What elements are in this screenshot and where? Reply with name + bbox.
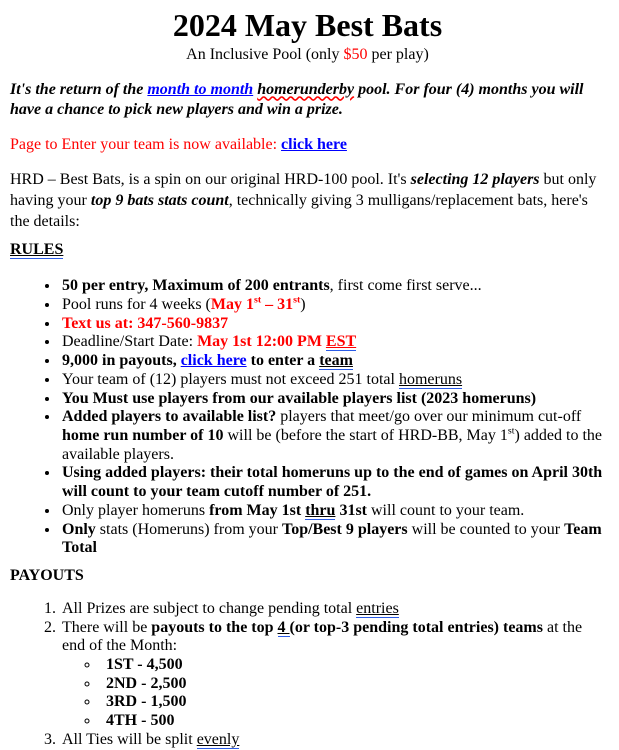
text-run: $50 [343, 45, 368, 63]
text-run: Top/Best 9 players [281, 520, 408, 538]
text-run: team [319, 352, 353, 370]
payout-item-prizes-change [60, 600, 605, 619]
text-run: thru [305, 501, 336, 519]
text-run: Pool runs for 4 weeks ( [62, 295, 211, 313]
text-run: May 1st 12:00 PM [197, 333, 326, 351]
text-run: 31st [335, 501, 367, 519]
text-run: There will be [62, 618, 152, 636]
click-here-payouts-link[interactable]: click here [180, 352, 247, 370]
month-to-month-link[interactable]: month to month [147, 80, 254, 98]
page-subtitle [10, 45, 605, 66]
text-run: Using added players: their total homeruns up to the end of games on April 30th will count to your team cutoff number of 251. [62, 464, 603, 501]
rule-item-payouts-enter [60, 352, 605, 371]
text-run: but only having your [10, 171, 597, 209]
text-run: evenly [196, 730, 240, 748]
text-run: Your team of (12) players must not exceed 251 total [62, 370, 399, 388]
rule-item-using-added [60, 464, 605, 501]
text-run: Deadline/Start Date: [62, 333, 198, 351]
enter-team-line [10, 135, 605, 156]
text-run: will be counted to your [407, 520, 565, 538]
text-run: – 31 [261, 295, 294, 313]
rules-heading-text: RULES [10, 241, 64, 259]
text-run: pool. For four (4) months you will have a chance to pick new players and win a prize. [10, 80, 584, 119]
description-paragraph [10, 170, 605, 232]
text-run: st [293, 294, 301, 306]
text-run: HRD – Best Bats, is a spin on our original HRD-100 pool. It's [10, 171, 411, 189]
text-run: Page to Enter your team is now available: [10, 136, 282, 154]
rule-item-pool-duration [60, 296, 605, 315]
text-run: May 1 [210, 295, 254, 313]
text-run: ) added to the available players. [62, 426, 603, 463]
rule-item-deadline [60, 333, 605, 352]
text-run: An Inclusive Pool (only [186, 45, 344, 63]
rules-heading [10, 240, 605, 261]
prize-item-1st: ◦ 1ST - 4,500 [100, 656, 605, 675]
text-run: It's the return of the [10, 80, 148, 98]
text-run: You Must use players from our available players list (2023 homeruns) [62, 389, 537, 407]
text-run: payouts to the top [151, 618, 278, 636]
text-run: (or top-3 pending total entries) teams [289, 618, 543, 636]
prize-item-2nd: ◦ 2ND - 2,500 [100, 675, 605, 694]
text-run: , first come first serve... [329, 277, 482, 295]
payout-item-top4-text [62, 619, 582, 655]
payout-item-ties [60, 731, 605, 750]
text-run: ) [300, 295, 306, 313]
rule-item-added-players [60, 408, 605, 464]
text-run: home run number of 10 [62, 426, 224, 444]
text-run: at the end of the Month: [62, 618, 583, 655]
text-run: 4 [277, 618, 290, 636]
text-run: 9,000 in payouts, [62, 352, 181, 370]
page-title: 2024 May Best Bats [172, 7, 443, 43]
text-run: top 9 bats stats count [90, 191, 229, 209]
text-run: per play) [367, 45, 429, 63]
prize-item-3rd: ◦ 3RD - 1,500 [100, 693, 605, 712]
text-run: from May 1st [209, 501, 306, 519]
payouts-heading: PAYOUTS [10, 566, 84, 584]
text-run: players that meet/go over our minimum cut-off [276, 408, 582, 426]
text-run: Only player homeruns [62, 501, 210, 519]
text-run: , technically giving 3 mulligans/replacement bats, here's the details: [10, 191, 588, 230]
text-run: Only [62, 520, 96, 538]
text-run: homeruns [398, 370, 463, 388]
prize-item-4th: ◦ 4TH - 500 [100, 712, 605, 731]
text-run: st [253, 294, 262, 306]
text-run: entries [356, 599, 399, 617]
text-run: will count to your team. [367, 501, 525, 519]
text-run: to enter a [246, 352, 320, 370]
rules-list [10, 277, 605, 558]
text-run: st [507, 425, 515, 437]
click-here-enter-page-link[interactable]: click here [281, 136, 347, 154]
intro-paragraph [10, 80, 605, 122]
text-run: selecting 12 players [410, 171, 540, 189]
text-run: homerunderby [257, 80, 355, 98]
payouts-list [10, 600, 605, 750]
rule-item-players-list [60, 390, 605, 409]
text-run: Text us at: 347-560-9837 [62, 314, 229, 332]
text-run: stats (Homeruns) from your [95, 520, 282, 538]
text-run: Added players to available list? [62, 408, 277, 426]
text-run: All Ties will be split [62, 730, 197, 748]
text-run: EST [325, 333, 357, 351]
rule-item-entry-fee [60, 277, 605, 296]
prize-list [62, 656, 605, 731]
text-run: All Prizes are subject to change pending total [62, 599, 357, 617]
text-run: 50 per entry, Maximum of 200 entrants [62, 277, 330, 295]
payout-item-top4 [60, 619, 605, 731]
rule-item-homerun-window [60, 502, 605, 521]
rule-item-team-cap [60, 371, 605, 390]
rule-item-top9-count [60, 521, 605, 558]
rule-item-text-us [60, 315, 605, 334]
text-run: will be (before the start of HRD-BB, May 1 [223, 426, 508, 444]
text-run: Team Total [62, 520, 602, 557]
